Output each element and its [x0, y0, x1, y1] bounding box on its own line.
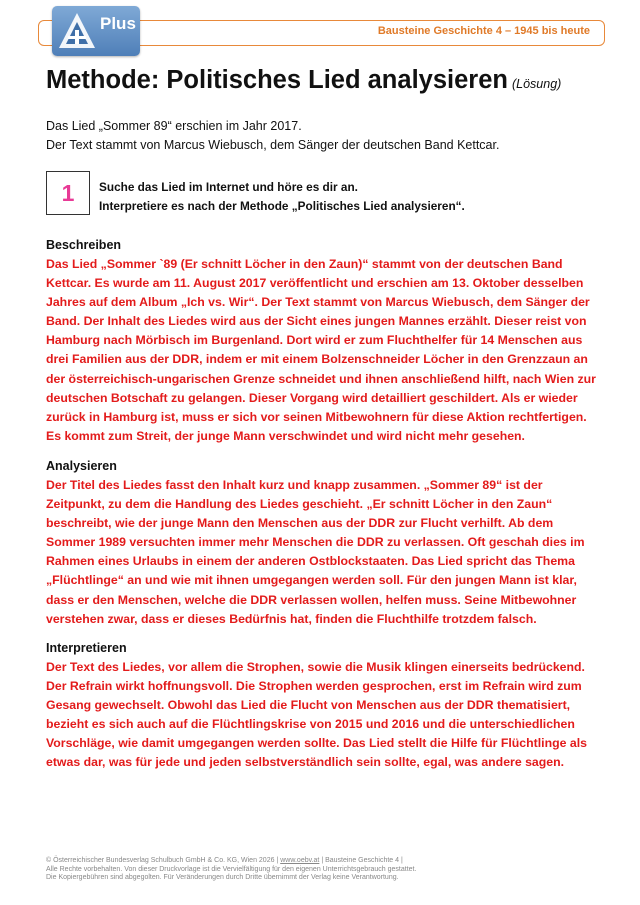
intro-line-1: Das Lied „Sommer 89“ erschien im Jahr 2017. [46, 119, 302, 133]
section-line: „Flüchtlinge“ an und wie mit ihnen umgegangen werden soll. Für den jungen Mann ist klar, [46, 573, 577, 588]
task-number-box [46, 171, 90, 215]
section-heading: Beschreiben [46, 238, 122, 252]
task-number: 1 [61, 179, 75, 206]
section-analysieren [46, 457, 606, 629]
publisher-logo [52, 6, 140, 56]
task-line-1: Suche das Lied im Internet und höre es dir an. [99, 180, 358, 194]
logo-text: Plus [100, 14, 136, 33]
section-line: beschreibt, wie der junge Mann den Menschen aus der DDR zur Flucht verhilft. Ab dem [46, 516, 554, 531]
page-title [46, 66, 561, 95]
section-line: Sommer 1989 versuchten immer mehr Menschen die DDR zu verlassen. Oft geschah dies im [46, 535, 585, 550]
section-line: Zeitpunkt, zu dem die Handlung des Liedes geschieht. „Er schnitt Löcher in den Zaun“ [46, 497, 553, 512]
section-line: Band. Der Inhalt des Liedes wird aus der Sicht eines jungen Mannes erzählt. Dieser reist von [46, 314, 587, 329]
section-heading: Interpretieren [46, 641, 127, 655]
publisher-link[interactable]: www.oebv.at [280, 857, 320, 864]
section-line: Gesang gewechselt. Obwohl das Lied die Flucht von Menschen aus der DDR thematisiert, [46, 698, 571, 713]
footer-line-1 [46, 857, 416, 866]
section-line: Es kommt zum Streit, der junge Mann verschwindet und wird nicht mehr gesehen. [46, 428, 525, 443]
section-line: Der Text des Liedes, vor allem die Strophen, sowie die Musik klingen einerseits bedrückend. [46, 660, 585, 674]
section-line: Das Lied „Sommer `89 (Er schnitt Löcher in den Zaun)“ stammt von der deutschen Band [46, 257, 563, 271]
section-line: Hamburg nach Mörbisch im Burgenland. Dort wird er zum Fluchthelfer für 14 Menschen aus [46, 333, 583, 348]
page-title-sub: (Lösung) [511, 77, 562, 91]
section-line: drei Familien aus der DDR, indem er mit einem Bolzenschneider Löcher in den Grenzzaun an [46, 352, 588, 367]
intro-line-2: Der Text stammt von Marcus Wiebusch, dem Sänger der deutschen Band Kettcar. [46, 138, 500, 152]
footer [46, 857, 416, 883]
header-title: Bausteine Geschichte 4 – 1945 bis heute [377, 25, 590, 37]
section-interpretieren [46, 639, 606, 773]
intro-text [46, 117, 499, 155]
section-line: Rahmen eines Urlaubs in einem der anderen Ostblockstaaten. Das Lied spricht das Thema [46, 554, 575, 569]
section-line: deutschen Botschaft zu gelangen. Dieser Vorgang wird detailliert geschildert. Als er wieder [46, 390, 578, 405]
section-line: Kettcar. Es wurde am 11. August 2017 veröffentlicht und erschien am 13. Oktober desselben [46, 276, 584, 291]
section-line: Der Refrain wirkt hoffnungsvoll. Die Strophen werden gesprochen, erst im Refrain wird zum [46, 679, 582, 694]
section-line: Vorschläge, wie damit umgegangen werden sollte. Das Lied stellt die Hilfe für Flüchtlinge als [46, 736, 587, 751]
page-title-main: Methode: Politisches Lied analysieren [46, 66, 508, 94]
footer-line-2: Alle Rechte vorbehalten. Von dieser Druckvorlage ist die Vervielfältigung für den eigenen Unterrichtsgebrauch gestattet. [46, 865, 417, 873]
triangle-logo-icon [56, 10, 98, 52]
section-line: zurück in Hamburg ist, muss er sich vor seinen Mitbewohnern für diese Aktion rechtfertigen. [46, 409, 587, 424]
section-line: verstehen zwar, dass er dieses Bedürfnis hat, finden die Fluchthilfe trotzdem falsch. [46, 611, 537, 626]
section-beschreiben [46, 236, 606, 446]
footer-series: | Bausteine Geschichte 4 | [319, 857, 403, 864]
task-instructions [99, 178, 465, 215]
section-line: Jahres auf dem Album „Ich vs. Wir“. Der Text stammt von Marcus Wiebusch, dem Sänger der [46, 295, 590, 310]
section-line: etwas dar, was für jede und jeden selbstverständlich sein sollte, egal, was andere sagen. [46, 755, 565, 770]
section-heading: Analysieren [46, 459, 117, 473]
section-line: dass er den Menschen, welche die DDR verlassen wollen, helfen muss. Seine Mitbewohner [46, 592, 577, 607]
section-line: Der Titel des Liedes fasst den Inhalt kurz und knapp zusammen. „Sommer 89“ ist der [46, 478, 543, 492]
task-line-2: Interpretiere es nach der Methode „Politisches Lied analysieren“. [99, 198, 465, 213]
section-line: bezieht es sich auch auf die Flüchtlingskrise von 2015 und 2016 und die unterschiedlichen [46, 717, 575, 732]
footer-copyright: © Österreichischer Bundesverlag Schulbuch GmbH & Co. KG, Wien 2026 | [46, 857, 281, 864]
section-line: der österreichisch-ungarischen Grenze schneidet und ihnen anschließend hilft, nach Wien zur [46, 371, 596, 386]
footer-line-3: Die Kopiergebühren sind abgegolten. Für Veränderungen durch Dritte übernimmt der Verlag keine Verantwortung. [46, 874, 399, 882]
